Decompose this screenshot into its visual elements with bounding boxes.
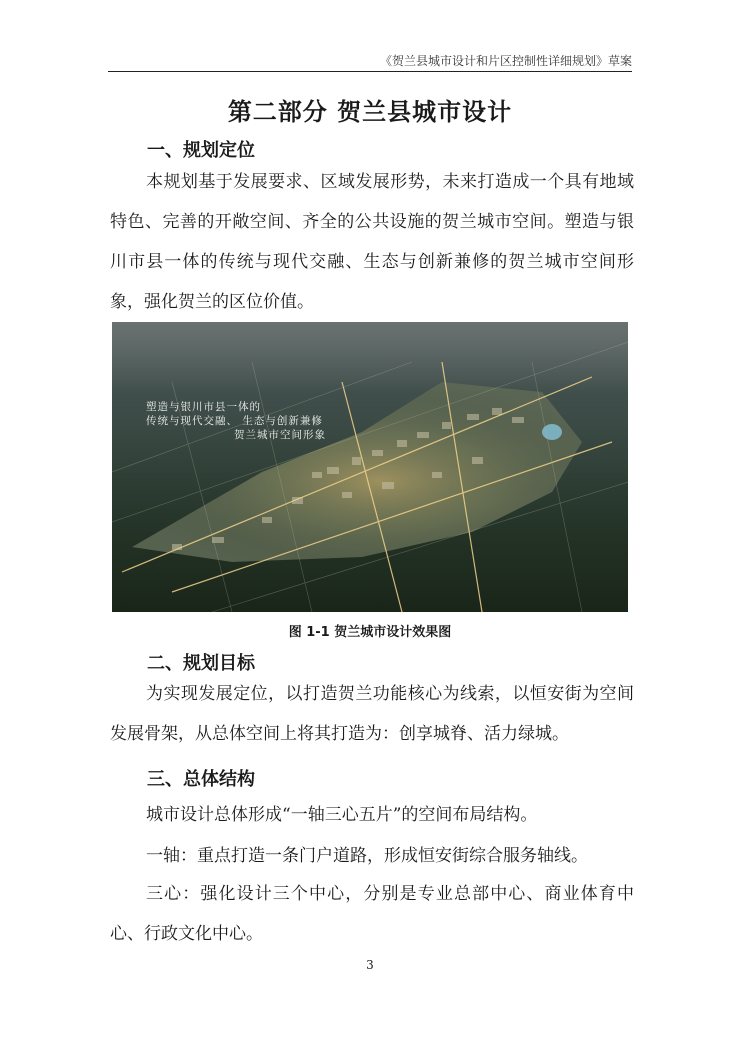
- figure-overlay-line-3: 贺兰城市空间形象: [234, 429, 326, 441]
- section-paragraph-positioning: 本规划基于发展要求、区域发展形势，未来打造成一个具有地域特色、完善的开敞空间、齐全的公共设施的贺兰城市空间。塑造与银川市县一体的传统与现代交融、生态与创新兼修的贺兰城市空间形象，强化贺兰的区位价值。: [110, 172, 634, 312]
- section-paragraph-goals: 为实现发展定位，以打造贺兰功能核心为线索，以恒安街为空间发展骨架，从总体空间上将其打造为：创享城脊、活力绿城。: [110, 684, 634, 744]
- structure-line-1: 城市设计总体形成“一轴三心五片”的空间布局结构。: [146, 805, 538, 825]
- section-heading-goals: 二、规划目标: [147, 653, 255, 674]
- section-heading-structure: 三、总体结构: [147, 769, 255, 790]
- header-rule: [108, 71, 632, 72]
- figure-overlay-line-2: 传统与现代交融、 生态与创新兼修: [146, 415, 323, 427]
- structure-line-2: 一轴：重点打造一条门户道路，形成恒安街综合服务轴线。: [146, 846, 588, 866]
- section-heading-positioning: 一、规划定位: [147, 140, 255, 161]
- section-paragraph-structure: 三心：强化设计三个中心，分别是专业总部中心、商业体育中心、行政文化中心。: [110, 884, 634, 944]
- city-design-rendering: [112, 322, 628, 612]
- aerial-city-image: [112, 322, 628, 612]
- figure-overlay-line-1: 塑造与银川市县一体的: [146, 401, 261, 413]
- page-number: 3: [366, 958, 374, 972]
- running-header: 《贺兰县城市设计和片区控制性详细规划》草案: [379, 54, 632, 68]
- page-title: 第二部分 贺兰县城市设计: [227, 98, 513, 126]
- figure-caption: 图 1-1 贺兰城市设计效果图: [288, 625, 452, 640]
